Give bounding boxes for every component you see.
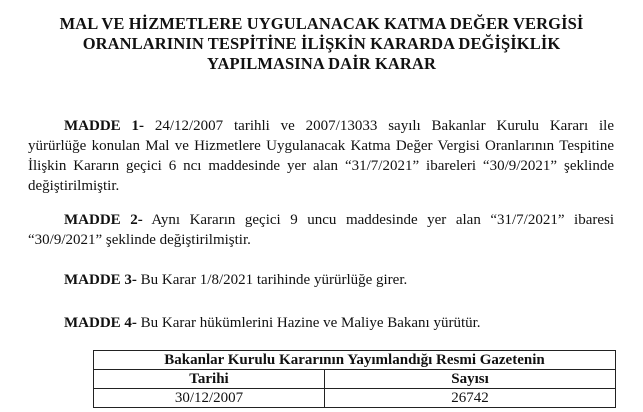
table-row [94,389,616,408]
article-1-label: MADDE 1- [64,118,144,134]
gazette-table-columns-row [94,370,616,389]
gazette-table [93,350,616,408]
article-2-line-1 [28,210,614,230]
gazette-table-header: Bakanlar Kurulu Kararının Yayımlandığı Resmi Gazetenin [94,351,616,370]
gazette-column-number: Sayısı [325,370,616,389]
article-3-label: MADDE 3- [64,272,137,288]
article-4 [28,313,614,333]
document-title-line-1: MAL VE HİZMETLERE UYGULANACAK KATMA DEĞER VERGİSİ [59,14,584,33]
document-title-line-3: YAPILMASINA DAİR KARAR [207,54,436,73]
article-4-label: MADDE 4- [64,315,137,331]
article-1 [28,116,614,196]
document-title-line-2: ORANLARININ TESPİTİNE İLİŞKİN KARARDA DEĞİŞİKLİK [82,34,561,53]
gazette-table-header-row [94,351,616,370]
article-1-line-2: yürürlüğe konulan Mal ve Hizmetlere Uygulanacak Katma Değer Vergisi Oranlarının Tespitine [28,138,614,154]
gazette-number-cell: 26742 [325,389,616,408]
article-1-line-3: İlişkin Kararın geçici 6 ncı maddesinde yer alan “31/7/2021” ibareleri “30/9/2021” şeklinde [28,158,614,174]
article-2-line-2: “30/9/2021” şeklinde değiştirilmiştir. [28,232,251,248]
article-3-text-1: Bu Karar 1/8/2021 tarihinde yürürlüğe girer. [136,272,408,288]
gazette-column-date: Tarihi [94,370,325,389]
gazette-date-cell: 30/12/2007 [94,389,325,408]
article-4-line-1 [28,313,614,333]
article-3 [28,270,614,290]
article-1-line-4: değiştirilmiştir. [28,178,120,194]
article-2 [28,210,614,250]
article-1-line-1 [28,116,614,136]
article-2-label: MADDE 2- [64,212,143,228]
article-1-text-1: 24/12/2007 tarihli ve 2007/13033 sayılı Bakanlar Kurulu Kararı ile [144,118,614,134]
article-4-text-1: Bu Karar hükümlerini Hazine ve Maliye Bakanı yürütür. [136,315,481,331]
article-3-line-1 [28,270,614,290]
article-2-text-1: Aynı Kararın geçici 9 uncu maddesinde yer alan “31/7/2021” ibaresi [142,212,615,228]
